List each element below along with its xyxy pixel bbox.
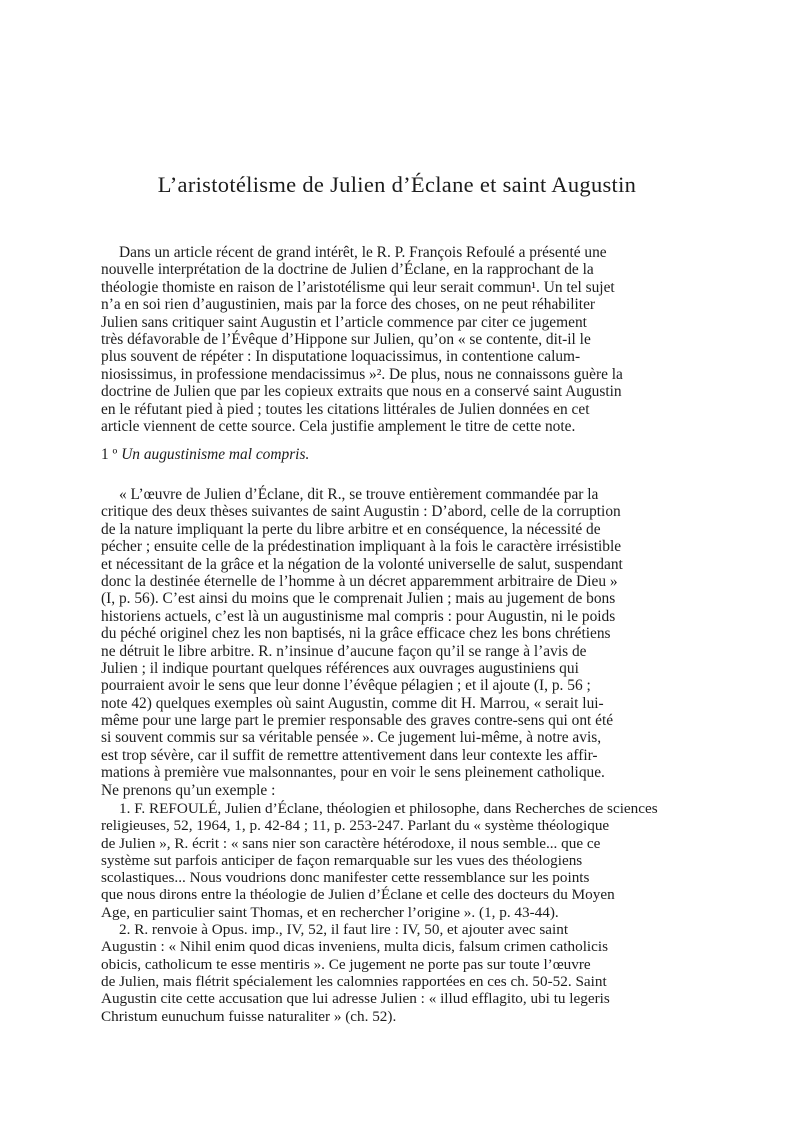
body-line: si souvent commis sur sa véritable pensée ». Ce jugement lui-même, à notre avis, [101, 729, 602, 747]
footnote-line: Augustin : « Nihil enim quod dicas inveniens, multa dicis, falsum crimen catholicis [101, 938, 609, 956]
intro-line: Dans un article récent de grand intérêt, le R. P. François Refoulé a présenté une [119, 244, 607, 261]
intro-line: niosissimus, in professione mendacissimus »². De plus, nous ne connaissons guère la [101, 365, 623, 383]
footnote-line: système sut parfois anticiper de façon remarquable sur les vues des théologiens [101, 851, 583, 869]
intro-line: plus souvent de répéter : In disputatione loquacissimus, in contentione calum- [101, 348, 581, 366]
body-line: (I, p. 56). C’est ainsi du moins que le comprenait Julien ; mais au jugement de bons [101, 590, 616, 608]
article-title: L’aristotélisme de Julien d’Éclane et saint Augustin [157, 172, 637, 197]
intro-line: n’a en soi rien d’augustinien, mais par la force des choses, on ne peut réhabiliter [101, 296, 596, 314]
body-line: et nécessitant de la grâce et la négation de la volonté universelle de salut, suspendant [101, 555, 623, 573]
intro-line: doctrine de Julien que par les copieux extraits que nous en a conservé saint Augustin [101, 383, 622, 401]
section-heading [101, 446, 309, 464]
body-line: est trop sévère, car il suffit de remettre attentivement dans leur contexte les affir- [101, 746, 598, 764]
intro-line: en le réfutant pied à pied ; toutes les citations littérales de Julien données en cet [101, 400, 590, 418]
footnote-line: Age, en particulier saint Thomas, et en rechercher l’origine ». (1, p. 43-44). [101, 903, 559, 921]
body-line: critique des deux thèses suivantes de saint Augustin : D’abord, celle de la corruption [101, 503, 621, 521]
body-line: pécher ; ensuite celle de la prédestination impliquant à la fois le caractère irrésistible [101, 538, 622, 556]
intro-line: Julien sans critiquer saint Augustin et l’article commence par citer ce jugement [101, 313, 587, 331]
body-line: ne détruit le libre arbitre. R. n’insinue d’aucune façon qu’il se range à l’avis de [101, 642, 587, 660]
body-line: pourraient avoir le sens que leur donne l’évêque pélagien ; et il ajoute (I, p. 56 ; [101, 677, 591, 695]
footnote-line: 2. R. renvoie à Opus. imp., IV, 52, il faut lire : IV, 50, et ajouter avec saint [119, 921, 569, 939]
body-line: du péché originel chez les non baptisés, ni la grâce efficace chez les bons chrétiens [101, 625, 611, 643]
body-line: note 42) quelques exemples où saint Augustin, comme dit H. Marrou, « serait lui- [101, 694, 604, 712]
body-paragraph [101, 486, 707, 799]
body-line: « L’œuvre de Julien d’Éclane, dit R., se trouve entièrement commandée par la [119, 486, 599, 503]
body-line: donc la destinée éternelle de l’homme à un décret apparemment arbitraire de Dieu » [101, 572, 618, 590]
body-line: même pour une large part le premier responsable des graves contre-sens qui ont été [101, 712, 614, 730]
footnote-line: de Julien, mais flétrit spécialement les calomnies rapportées en ces ch. 50-52. Saint [101, 972, 607, 990]
footnote-line: obicis, catholicum te esse mentiris ». Ce jugement ne porte pas sur toute l’œuvre [101, 955, 591, 973]
body-line: mations à première vue malsonnantes, pour en voir le sens pleinement catholique. [101, 764, 605, 782]
body-line: de la nature impliquant la perte du libre arbitre et en conséquence, la nécessité de [101, 520, 601, 538]
section-number: 1 º [101, 446, 118, 463]
body-line: Ne prenons qu’un exemple : [101, 781, 276, 799]
intro-line: nouvelle interprétation de la doctrine de Julien d’Éclane, en la rapprochant de la [101, 261, 594, 279]
footnote-line: religieuses, 52, 1964, 1, p. 42-84 ; 11, p. 253-247. Parlant du « système théologique [101, 817, 610, 835]
section-label: Un augustinisme mal compris. [121, 446, 310, 463]
intro-line: article viennent de cette source. Cela justifie amplement le titre de cette note. [101, 417, 576, 435]
body-line: historiens actuels, c’est là un augustinisme mal compris : pour Augustin, ni le poids [101, 607, 616, 625]
footnote-line: scolastiques... Nous voudrions donc manifester cette ressemblance sur les points [101, 869, 590, 887]
footnote-line: de Julien », R. écrit : « sans nier son caractère hétérodoxe, il nous semble... que ce [101, 834, 601, 852]
body-line: Julien ; il indique pourtant quelques références aux ouvrages augustiniens qui [101, 659, 579, 677]
footnote-line: Christum eunuchum fuisse naturaliter » (ch. 52). [101, 1007, 397, 1025]
intro-line: théologie thomiste en raison de l’aristotélisme qui leur serait commun¹. Un tel sujet [101, 278, 615, 296]
footnote-line: que nous dirons entre la théologie de Julien d’Éclane et celle des docteurs du Moyen [101, 886, 615, 904]
footnote-line: 1. F. REFOULÉ, Julien d’Éclane, théologien et philosophe, dans Recherches de sciences [119, 800, 658, 817]
intro-paragraph [101, 244, 707, 435]
footnotes [101, 800, 707, 1025]
intro-line: très défavorable de l’Évêque d’Hippone sur Julien, qu’on « se contente, dit-il le [101, 330, 591, 348]
footnote-line: Augustin cite cette accusation que lui adresse Julien : « illud efflagito, ubi tu legeris [101, 990, 610, 1008]
